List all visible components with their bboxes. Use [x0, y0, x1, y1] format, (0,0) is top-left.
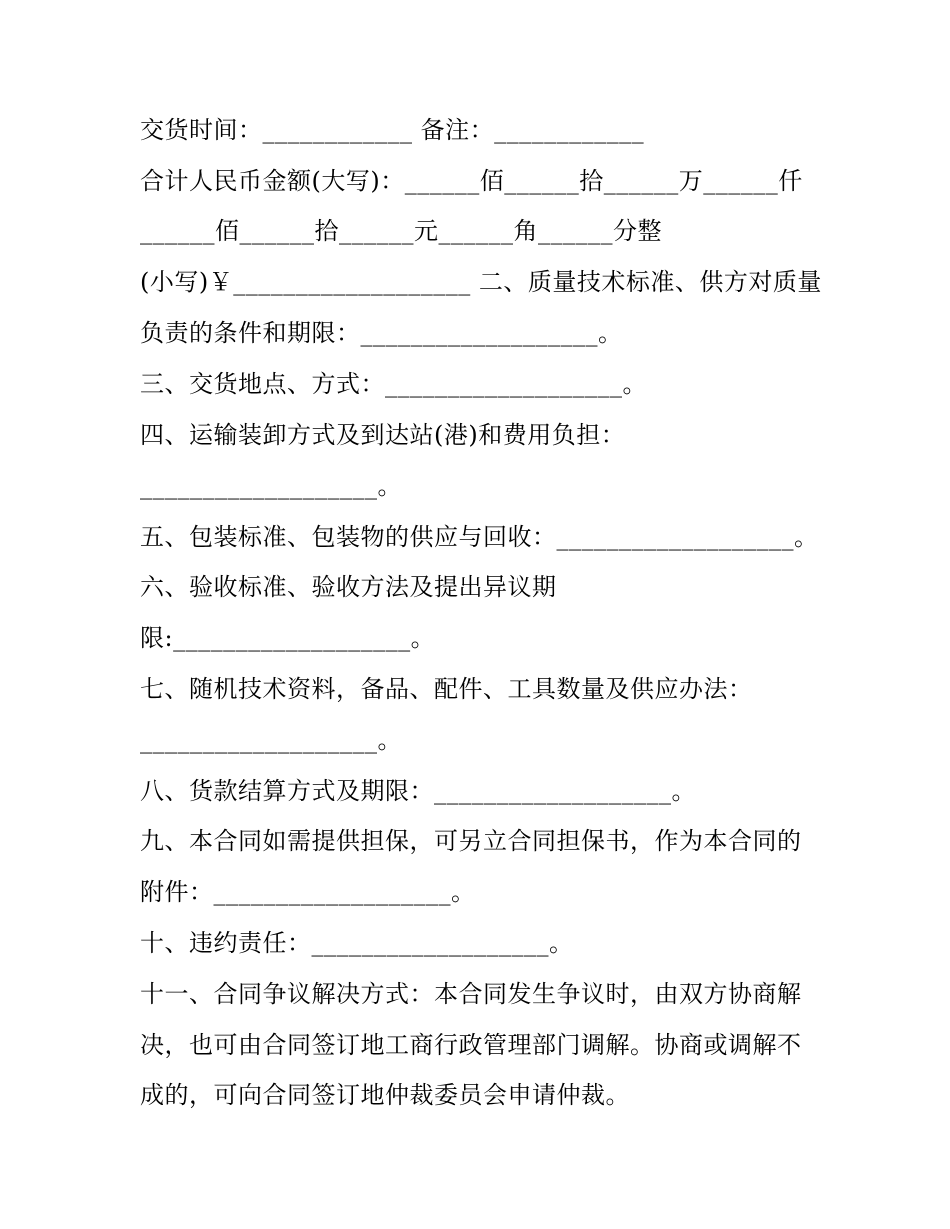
- clause-6-continued-line: 限:___________________。: [140, 624, 436, 652]
- clause-3-line: 三、交货地点、方式：___________________。: [140, 370, 647, 398]
- amount-lower-and-clause-2-line: (小写)￥___________________ 二、质量技术标准、供方对质量: [140, 268, 822, 296]
- clause-4-line: 四、运输装卸方式及到达站(港)和费用负担：: [140, 421, 626, 449]
- clause-7-line: 七、随机技术资料，备品、配件、工具数量及供应办法：: [140, 675, 753, 703]
- clause-9-continued-line: 附件：___________________。: [140, 878, 476, 906]
- clause-11-line: 十一、合同争议解决方式：本合同发生争议时，由双方协商解: [140, 980, 802, 1008]
- total-amount-upper-line-2: ______佰______拾______元______角______分整: [140, 217, 662, 245]
- clause-5-line: 五、包装标准、包装物的供应与回收：___________________。: [140, 523, 819, 551]
- clause-6-line: 六、验收标准、验收方法及提出异议期: [140, 573, 557, 601]
- clause-10-line: 十、违约责任：___________________。: [140, 929, 574, 957]
- clause-7-blank-line: ___________________。: [140, 726, 402, 754]
- clause-8-line: 八、货款结算方式及期限：___________________。: [140, 777, 696, 805]
- clause-2-continued-line: 负责的条件和期限：___________________。: [140, 319, 623, 347]
- clause-4-blank-line: ___________________。: [140, 472, 402, 500]
- total-amount-upper-line: 合计人民币金额(大写)：______佰______拾______万______仟: [140, 167, 803, 195]
- clause-9-line: 九、本合同如需提供担保，可另立合同担保书，作为本合同的: [140, 827, 802, 855]
- delivery-time-remarks-line: 交货时间：____________ 备注：____________: [140, 116, 645, 144]
- clause-11-final-line: 成的，可向合同签订地仲裁委员会申请仲裁。: [140, 1081, 630, 1109]
- clause-11-continued-line: 决，也可由合同签订地工商行政管理部门调解。协商或调解不: [140, 1031, 802, 1059]
